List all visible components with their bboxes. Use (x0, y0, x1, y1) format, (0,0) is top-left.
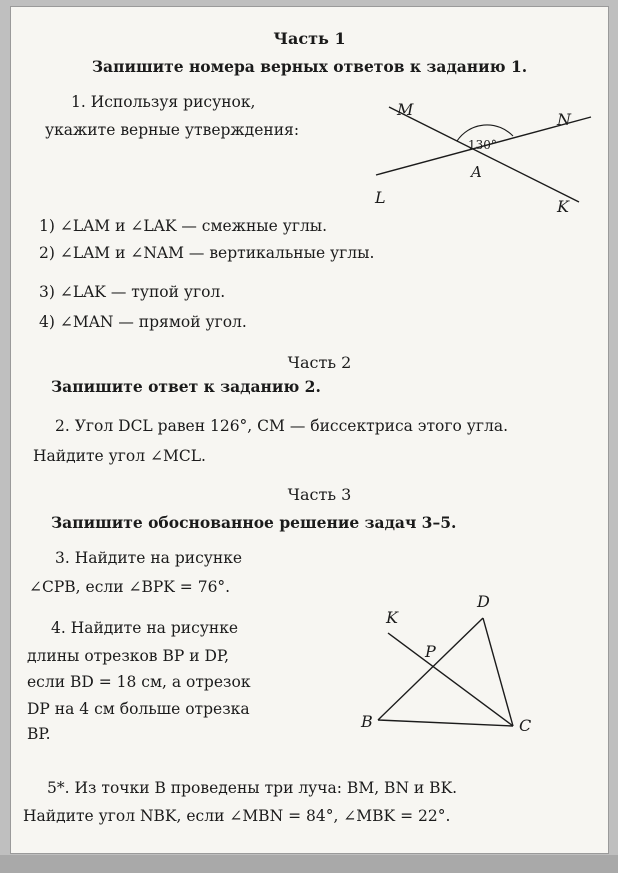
task1-option-4: 4) ∠MAN — прямой угол. (39, 313, 247, 331)
label-M: M (397, 100, 414, 119)
task5-line2: Найдите угол NBK, если ∠MBN = 84°, ∠MBK = 22°. (23, 807, 451, 825)
task4-line1: 4. Найдите на рисунке (51, 619, 239, 637)
part2-instruction: Запишите ответ к заданию 2. (51, 377, 321, 396)
label-N: N (557, 110, 571, 129)
task4-line5: BP. (27, 725, 51, 743)
task1-option-3: 3) ∠LAK — тупой угол. (39, 283, 226, 301)
label-K: K (557, 197, 569, 216)
task1-line1: 1. Используя рисунок, (71, 93, 256, 111)
line-MK (389, 107, 579, 202)
task1-line2: укажите верные утверждения: (45, 121, 300, 139)
part3-instruction: Запишите обоснованное решение задач 3–5. (51, 513, 457, 532)
worksheet-page (10, 6, 609, 854)
task3-figure (341, 585, 541, 745)
task1-option-2: 2) ∠LAM и ∠NAM — вертикальные углы. (39, 244, 375, 262)
part2-title: Часть 2 (287, 353, 352, 372)
task4-line2: длины отрезков BP и DP, (27, 647, 230, 665)
task4-line3: если BD = 18 см, а отрезок (27, 673, 251, 691)
part3-title: Часть 3 (287, 485, 352, 504)
task2-line2: Найдите угол ∠MCL. (33, 447, 206, 465)
label-A: A (471, 163, 482, 181)
label-D: D (477, 592, 490, 611)
label-B: B (361, 712, 373, 731)
part1-instruction: Запишите номера верных ответов к заданию 1. (91, 57, 528, 76)
segment-DC (483, 618, 513, 726)
label-C: C (519, 716, 532, 735)
task3-line2: ∠CPB, если ∠BPK = 76°. (29, 578, 231, 596)
task1-option-1: 1) ∠LAM и ∠LAK — смежные углы. (39, 217, 328, 235)
line-KC (388, 633, 513, 726)
task2-line1: 2. Угол DCL равен 126°, CM — биссектриса этого угла. (55, 417, 509, 435)
label-L: L (375, 188, 386, 207)
label-K: K (386, 608, 398, 627)
segment-BC (378, 720, 513, 726)
part1-title: Часть 1 (273, 29, 346, 48)
task5-line1: 5*. Из точки B проведены три луча: BM, BN и BK. (47, 779, 458, 797)
angle-130-label: 130° (468, 138, 497, 152)
scan-bottom-edge (0, 855, 618, 873)
label-P: P (425, 642, 436, 661)
task1-figure (361, 97, 601, 217)
task3-line1: 3. Найдите на рисунке (55, 549, 243, 567)
segment-BD (378, 618, 483, 720)
task4-line4: DP на 4 см больше отрезка (27, 700, 250, 718)
